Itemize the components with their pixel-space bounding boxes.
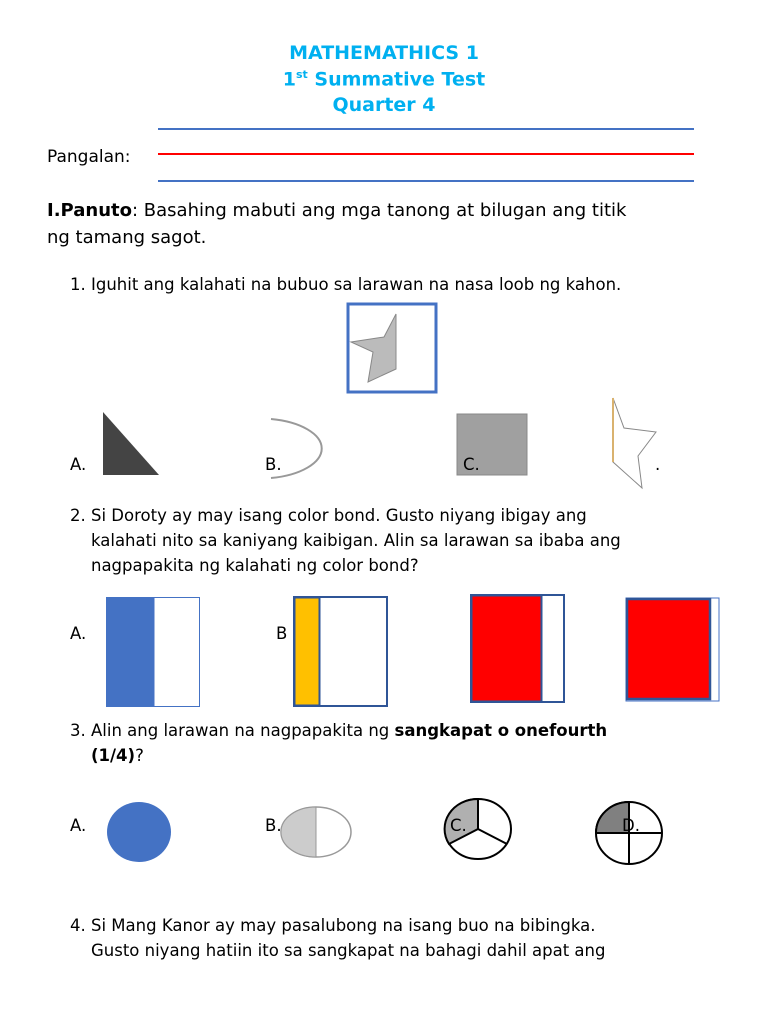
divider-line bbox=[158, 180, 694, 182]
rectangle-yellow-strip[interactable] bbox=[293, 596, 389, 708]
choice-label[interactable]: C. bbox=[450, 816, 467, 835]
name-input-line[interactable] bbox=[158, 153, 694, 155]
rectangle-half-blue[interactable] bbox=[106, 597, 201, 708]
question-2: 2. Si Doroty ay may isang color bond. Gusto niyang ibigay ang kalahati nito sa kaniyang kaibigan. Alin sa larawan sa ibaba ang nagpapakita ng kalahati ng color bond? bbox=[70, 506, 621, 575]
rectangle-red-almost-full[interactable] bbox=[625, 597, 721, 703]
name-label: Pangalan: bbox=[47, 147, 131, 167]
half-circle[interactable] bbox=[279, 804, 353, 860]
question-3: 3. Alin ang larawan na nagpapakita ng sangkapat o onefourth (1/4)? bbox=[70, 721, 608, 765]
choice-label[interactable]: C. bbox=[463, 455, 480, 474]
choice-label[interactable]: B. bbox=[265, 455, 282, 474]
instructions: I.Panuto: Basahing mabuti ang mga tanong at bilugan ang titik ng tamang sagot. bbox=[47, 200, 627, 248]
choice-label[interactable]: B bbox=[276, 624, 288, 643]
divider-line bbox=[158, 128, 694, 130]
whole-circle[interactable] bbox=[106, 801, 172, 863]
test-subtitle: 1st Summative Test bbox=[282, 68, 486, 91]
worksheet-title: MATHEMATHICS 1 bbox=[289, 42, 479, 64]
question-4: 4. Si Mang Kanor ay may pasalubong na isang buo na bibingka. Gusto niyang hatiin ito sa sangkapat na bahagi dahil apat ang bbox=[70, 916, 606, 960]
question-1: 1. Iguhit ang kalahati na bubuo sa larawan na nasa loob ng kahon. bbox=[70, 275, 622, 294]
quarter-label: Quarter 4 bbox=[332, 94, 436, 116]
half-star-box bbox=[346, 302, 438, 394]
choice-label[interactable]: B. bbox=[265, 816, 282, 835]
half-star-outline[interactable] bbox=[612, 398, 662, 490]
rectangle-red-large[interactable] bbox=[470, 594, 566, 704]
semicircle-shape[interactable] bbox=[270, 418, 340, 480]
triangle-shape[interactable] bbox=[103, 412, 163, 477]
choice-label[interactable]: A. bbox=[70, 455, 87, 474]
choice-label[interactable]: A. bbox=[70, 624, 87, 643]
choice-label[interactable]: D. bbox=[622, 816, 640, 835]
choice-label[interactable]: A. bbox=[70, 816, 87, 835]
choice-label[interactable]: . bbox=[655, 455, 661, 474]
